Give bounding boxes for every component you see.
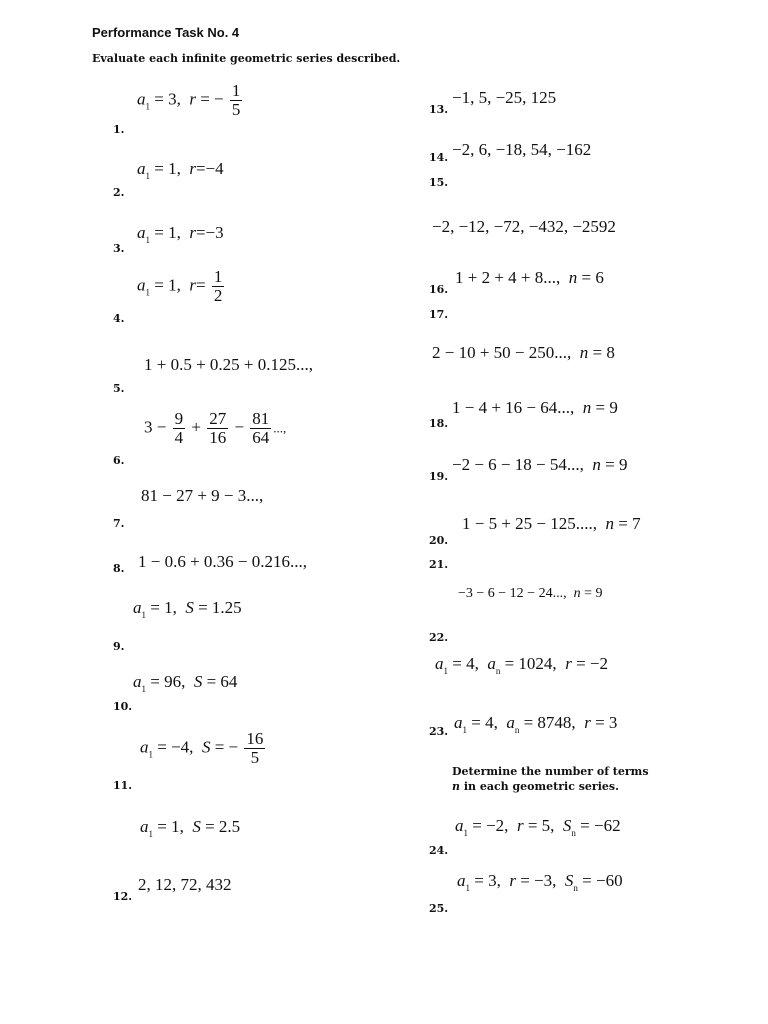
problem-10: $a_1 = 96$, S = 64 <box>133 672 238 694</box>
problem-17: 2 − 10 + 50 − 250..., n = 8 <box>432 343 615 362</box>
problem-9: $a_1 = 1$, S = 1.25 <box>133 598 242 620</box>
problem-15: −2, −12, −72, −432, −2592 <box>432 217 616 236</box>
problem-8: 1 − 0.6 + 0.36 − 0.216..., <box>138 552 308 571</box>
item-7-label: 7. <box>113 517 125 530</box>
item-4-label: 4. <box>113 312 125 325</box>
problem-11: $a_1 = -4$, S = − $\frac{16}{5}$ <box>140 729 264 767</box>
instructions-number-of-terms: Determine the number of terms n in each geometric series. <box>452 765 649 793</box>
problem-16: 1 + 2 + 4 + 8..., n = 6 <box>455 268 604 287</box>
problem-3: $a_1 = 1$, r=−3 <box>137 223 224 245</box>
problem-1: $a_1 = 3$, r = − $\frac{1}{5}$ <box>137 81 241 119</box>
problem-18: 1 − 4 + 16 − 64..., n = 9 <box>452 398 618 417</box>
item-10-label: 10. <box>113 700 133 713</box>
item-20-label: 20. <box>429 534 449 547</box>
problem-23: $a_1 = 4$, $a_n = 8748$, r = 3 <box>454 713 618 735</box>
item-23-label: 23. <box>429 725 449 738</box>
fraction: $\frac{81}{64}$ <box>252 409 270 447</box>
item-6-label: 6. <box>113 454 125 467</box>
instructions-infinite-series: Evaluate each infinite geometric series described. <box>92 52 401 65</box>
item-19-label: 19. <box>429 470 449 483</box>
item-5-label: 5. <box>113 382 125 395</box>
problem-12: 2, 12, 72, 432 <box>138 875 232 894</box>
item-14-label: 14. <box>429 151 449 164</box>
fraction: $\frac{1}{2}$ <box>213 267 223 305</box>
problem-2: $a_1 = 1$, r=−4 <box>137 159 224 181</box>
problem-19: −2 − 6 − 18 − 54..., n = 9 <box>452 455 628 474</box>
item-21-label: 21. <box>429 558 449 571</box>
item-13-label: 13. <box>429 103 449 116</box>
item-3-label: 3. <box>113 242 125 255</box>
item-11-label: 11. <box>113 779 133 792</box>
item-12-label: 12. <box>113 890 133 903</box>
item-1-label: 1. <box>113 123 125 136</box>
fraction: $\frac{16}{5}$ <box>246 729 264 767</box>
item-17-label: 17. <box>429 308 449 321</box>
problem-22: $a_1 = 4$, $a_n = 1024$, r = −2 <box>435 654 608 676</box>
item-22-label: 22. <box>429 631 449 644</box>
fraction: $\frac{9}{4}$ <box>174 409 184 447</box>
item-16-label: 16. <box>429 283 449 296</box>
page-title: Performance Task No. 4 <box>92 25 240 40</box>
problem-14: −2, 6, −18, 54, −162 <box>452 140 592 159</box>
item-15-label: 15. <box>429 176 449 189</box>
item-2-label: 2. <box>113 186 125 199</box>
problem-21: −3 − 6 − 12 − 24..., n = 9 <box>458 586 603 601</box>
problem-4: $a_1 = 1$, r= $\frac{1}{2}$ <box>137 267 223 305</box>
item-24-label: 24. <box>429 844 449 857</box>
item-8-label: 8. <box>113 562 125 575</box>
problem-7: 81 − 27 + 9 − 3..., <box>141 486 264 505</box>
item-25-label: 25. <box>429 902 449 915</box>
item-9-label: 9. <box>113 640 125 653</box>
problem-5: 1 + 0.5 + 0.25 + 0.125..., <box>144 355 314 374</box>
item-18-label: 18. <box>429 417 449 430</box>
problem-25: $a_1 = 3$, r = −3, $S_n = -60$ <box>457 871 623 893</box>
fraction: $\frac{27}{16}$ <box>209 409 227 447</box>
problem-13: −1, 5, −25, 125 <box>452 88 557 107</box>
problem-11b: $a_1 = 1$, S = 2.5 <box>140 817 241 839</box>
problem-24: $a_1 = -2$, r = 5, $S_n = -62$ <box>455 816 621 838</box>
problem-20: 1 − 5 + 25 − 125...., n = 7 <box>462 514 641 533</box>
problem-6: 3 − $\frac{9}{4}$ + $\frac{27}{16}$ − $\frac{81}{64}$ ..., <box>144 409 287 447</box>
fraction: $\frac{1}{5}$ <box>231 81 241 119</box>
